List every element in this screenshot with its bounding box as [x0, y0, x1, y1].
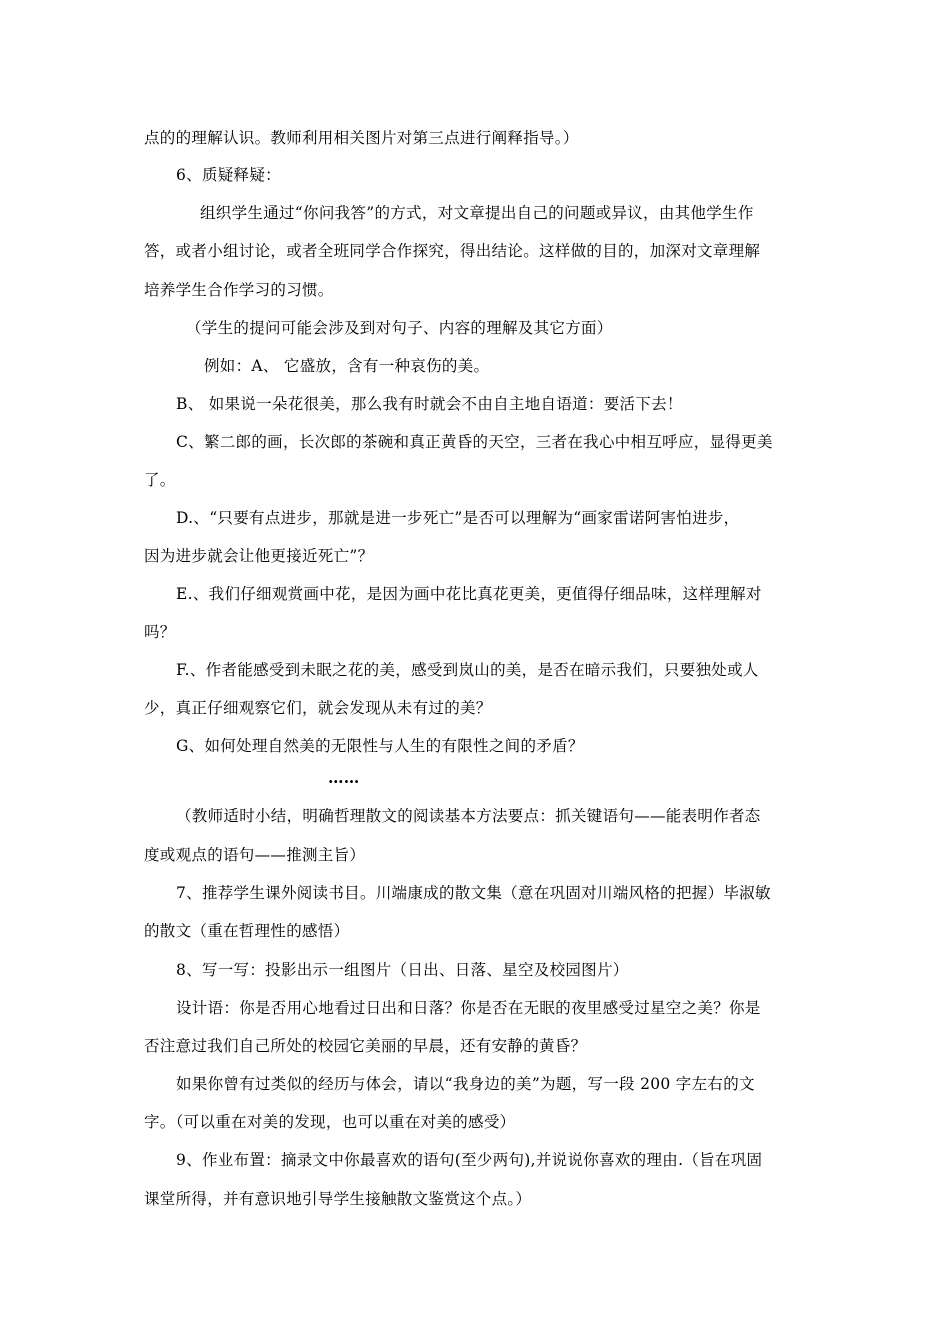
text-line: 设计语：你是否用心地看过日出和日落？你是否在无眠的夜里感受过星空之美？你是 [176, 999, 761, 1017]
example-item: F.、作者能感受到未眠之花的美，感受到岚山的美，是否在暗示我们，只要独处或人 [176, 661, 759, 679]
example-item: C、繁二郎的画，长次郎的茶碗和真正黄昏的天空，三者在我心中相互呼应，显得更美 [176, 433, 773, 451]
example-item: B、 如果说一朵花很美，那么我有时就会不由自主地自语道：要活下去！ [176, 395, 683, 413]
example-item: D.、“只要有点进步，那就是进一步死亡”是否可以理解为“画家雷诺阿害怕进步， [176, 509, 740, 527]
text-line: 的散文（重在哲理性的感悟） [144, 922, 350, 940]
text-line: （学生的提问可能会涉及到对句子、内容的理解及其它方面） [186, 319, 613, 337]
section-heading: 6、质疑释疑： [176, 166, 281, 184]
section-heading: 8、写一写：投影出示一组图片（日出、日落、星空及校园图片） [176, 961, 629, 979]
text-line: 少，真正仔细观察它们，就会发现从未有过的美？ [144, 699, 492, 717]
text-line: 答，或者小组讨论，或者全班同学合作探究，得出结论。这样做的目的，加深对文章理解 [144, 242, 761, 260]
text-line: 课堂所得，并有意识地引导学生接触散文鉴赏这个点。） [144, 1190, 532, 1208]
text-line: 度或观点的语句——推测主旨） [144, 846, 366, 864]
example-item: 例如：A、 它盛放，含有一种哀伤的美。 [204, 357, 490, 375]
text-line: 点的的理解认识。教师利用相关图片对第三点进行阐释指导。） [144, 129, 579, 147]
example-item: G、如何处理自然美的无限性与人生的有限性之间的矛盾？ [176, 737, 584, 755]
section-heading: 7、推荐学生课外阅读书目。川端康成的散文集（意在巩固对川端风格的把握）毕淑敏 [176, 884, 771, 902]
text-line: 组织学生通过“你问我答”的方式，对文章提出自己的问题或异议，由其他学生作 [200, 204, 754, 222]
text-line: 吗？ [144, 623, 176, 641]
text-line: 培养学生合作学习的习惯。 [144, 281, 334, 299]
text-line: （教师适时小结，明确哲理散文的阅读基本方法要点：抓关键语句——能表明作者态 [176, 807, 761, 825]
ellipsis: …… [328, 768, 360, 787]
example-item: E.、我们仔细观赏画中花，是因为画中花比真花更美，更值得仔细品味，这样理解对 [176, 585, 762, 603]
text-line: 了。 [144, 471, 176, 489]
text-line: 如果你曾有过类似的经历与体会，请以“我身边的美”为题，写一段 200 字左右的文 [176, 1075, 755, 1093]
text-line: 否注意过我们自己所处的校园它美丽的早晨，还有安静的黄昏？ [144, 1037, 587, 1055]
text-line: 字。（可以重在对美的发现，也可以重在对美的感受） [144, 1113, 516, 1131]
section-heading: 9、作业布置：摘录文中你最喜欢的语句(至少两句),并说说你喜欢的理由.（旨在巩固 [176, 1151, 763, 1169]
text-line: 因为进步就会让他更接近死亡”？ [144, 547, 374, 565]
